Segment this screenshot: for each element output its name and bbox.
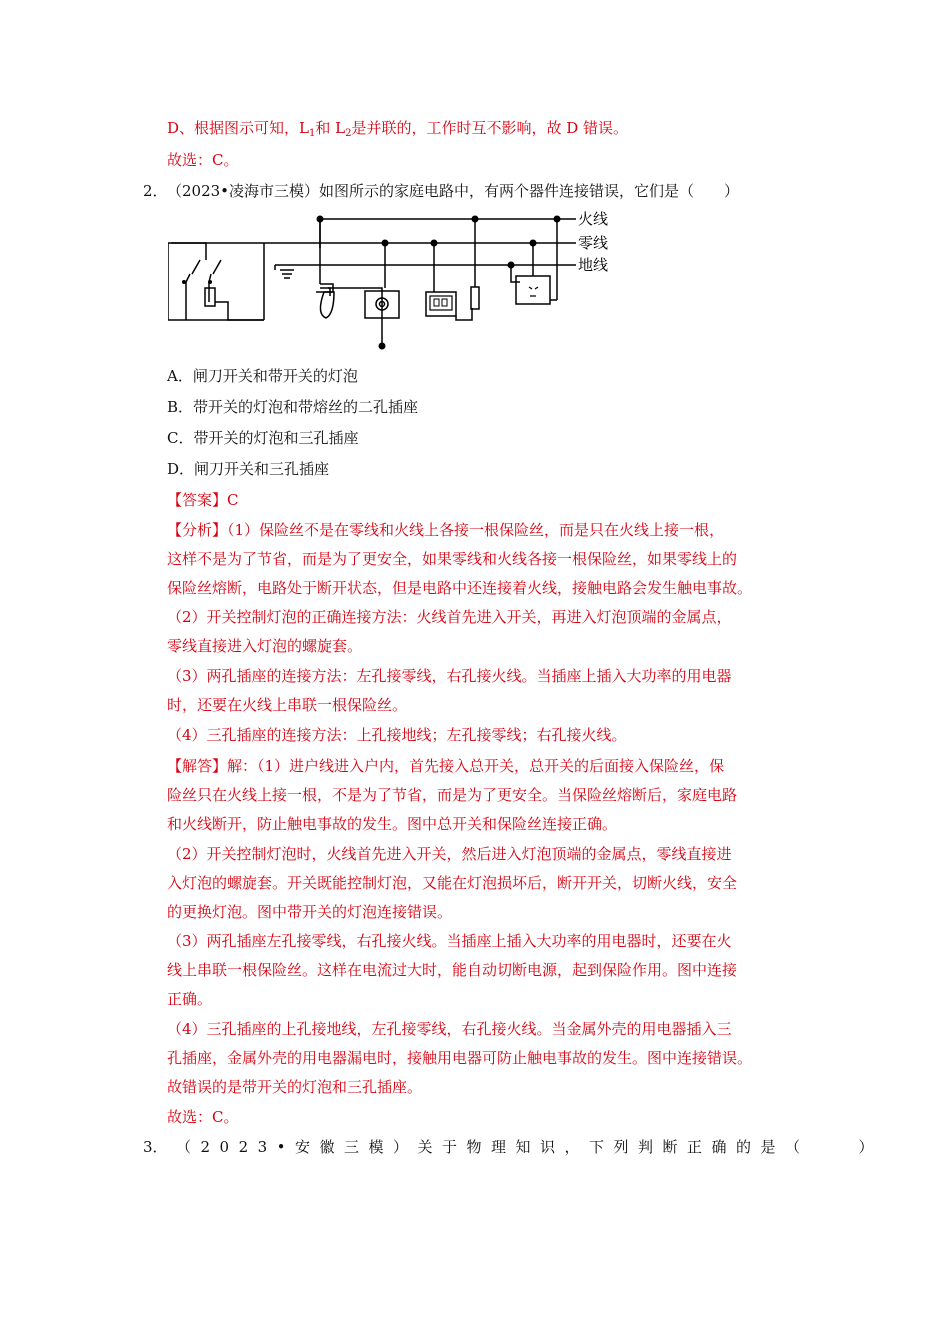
prev-option-d-explanation: D、根据图示可知，$L_1$和 $L_2$是并联的，工作时互不影响，故 D 错误。 <box>167 119 629 139</box>
q2-option-c: C．带开关的灯泡和三孔插座 <box>167 429 359 447</box>
answer-value: C <box>227 491 239 509</box>
q2-choice: 故选：C。 <box>167 1108 239 1126</box>
q3-stem: （2023•安徽三模）关于物理知识，下列判断正确的是（ ） <box>176 1138 884 1156</box>
q2-analysis-line: 保险丝熔断，电路处于断开状态，但是电路中还连接着火线，接触电路会发生触电事故。 <box>167 579 753 597</box>
neutral-wire-label: 零线 <box>578 234 609 252</box>
solution-tag: 【解答】 <box>167 757 228 775</box>
q2-analysis-line: 时，还要在火线上串联一根保险丝。 <box>167 696 408 714</box>
q2-analysis-line: （4）三孔插座的连接方法：上孔接地线；左孔接零线；右孔接火线。 <box>167 726 627 744</box>
q2-solution-line: 【解答】解：（1）进户线进入户内，首先接入总开关，总开关的后面接入保险丝，保 <box>167 757 725 775</box>
q2-analysis-line: 零线直接进入灯泡的螺旋套。 <box>167 637 363 655</box>
q2-number: 2． <box>143 182 168 200</box>
q2-stem: （2023•凌海市三模）如图所示的家庭电路中，有两个器件连接错误，它们是（ ） <box>167 182 740 200</box>
q2-analysis-line: 【分析】（1）保险丝不是在零线和火线上各接一根保险丝，而是只在火线上接一根， <box>167 521 725 539</box>
q2-solution-line: （3）两孔插座左孔接零线，右孔接火线。当插座上插入大功率的用电器时，还要在火 <box>167 932 732 950</box>
q2-solution-line: 孔插座，金属外壳的用电器漏电时，接触用电器可防止触电事故的发生。图中连接错误。 <box>167 1049 753 1067</box>
q2-solution-line: 和火线断开，防止触电事故的发生。图中总开关和保险丝连接正确。 <box>167 815 618 833</box>
q2-option-a: A．闸刀开关和带开关的灯泡 <box>167 367 358 385</box>
q2-option-d: D．闸刀开关和三孔插座 <box>167 460 330 478</box>
q2-solution-line: 的更换灯泡。图中带开关的灯泡连接错误。 <box>167 903 453 921</box>
q2-solution-line: 险丝只在火线上接一根，不是为了节省，而是为了更安全。当保险丝熔断后，家庭电路 <box>167 786 738 804</box>
q2-solution-line: （2）开关控制灯泡时，火线首先进入开关，然后进入灯泡顶端的金属点，零线直接进 <box>167 845 732 863</box>
q2-option-b: B．带开关的灯泡和带熔丝的二孔插座 <box>167 398 419 416</box>
q2-solution-line: 线上串联一根保险丝。这样在电流过大时，能自动切断电源，起到保险作用。图中连接 <box>167 961 738 979</box>
q2-solution-line: 正确。 <box>167 990 213 1008</box>
q2-solution-line: 故错误的是带开关的灯泡和三孔插座。 <box>167 1078 423 1096</box>
household-circuit-diagram <box>168 208 618 356</box>
q2-solution-line: （4）三孔插座的上孔接地线，左孔接零线，右孔接火线。当金属外壳的用电器插入三 <box>167 1020 732 1038</box>
q2-solution-line: 入灯泡的螺旋套。开关既能控制灯泡，又能在灯泡损坏后，断开开关，切断火线，安全 <box>167 874 738 892</box>
prev-choice: 故选：C。 <box>167 151 239 169</box>
q2-analysis-line: （3）两孔插座的连接方法：左孔接零线，右孔接火线。当插座上插入大功率的用电器 <box>167 667 732 685</box>
analysis-tag: 【分析】 <box>167 521 228 539</box>
q3-number: 3． <box>143 1138 168 1156</box>
ground-wire-label: 地线 <box>578 256 609 274</box>
q2-analysis-line: （2）开关控制灯泡的正确连接方法：火线首先进入开关，再进入灯泡顶端的金属点， <box>167 608 732 626</box>
q2-answer <box>167 490 239 510</box>
live-wire-label: 火线 <box>578 210 609 228</box>
answer-tag: 【答案】 <box>167 491 228 509</box>
q2-analysis-line: 这样不是为了节省，而是为了更安全，如果零线和火线各接一根保险丝，如果零线上的 <box>167 550 738 568</box>
